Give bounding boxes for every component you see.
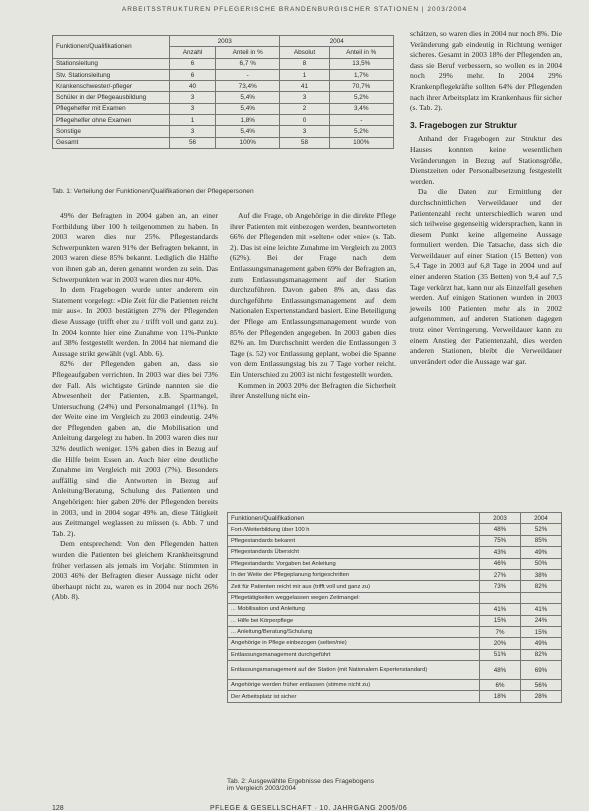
table-cell: 85%: [521, 535, 562, 546]
table-cell: 6: [170, 69, 216, 80]
table1-year1: 2003: [170, 36, 280, 47]
row-label: Stv. Stationsleitung: [53, 69, 170, 80]
table-cell: [480, 592, 521, 603]
table-row: [228, 569, 562, 580]
table-functions: [52, 35, 394, 149]
table-row: [228, 661, 562, 680]
table-cell: 15%: [480, 615, 521, 626]
paragraph: In dem Fragebogen wurde unter anderem ein Statement vorgelegt: »Die Zeit für die Patienten reicht mir aus«. In 2003 bestätigten 27% der Pflegenden diese Aussage (trifft eher zu / trifft voll und ganz zu). In 2004 konnte hier eine Zunahme von 11%-Punkte auf 38% festgestellt werden. In 2004 hat niemand die Aussage strikt gewählt (vgl. Abb. 6).: [52, 285, 218, 358]
table-cell: 1,7%: [329, 69, 393, 80]
table-cell: 38%: [521, 569, 562, 580]
table2-year2: 2004: [521, 513, 562, 524]
table-cell: 56%: [521, 680, 562, 691]
row-label: Pflegestandards Übersicht: [228, 547, 480, 558]
table-cell: 52%: [521, 524, 562, 535]
table-cell: 69%: [521, 661, 562, 680]
row-label: ... Mobilisation und Anleitung: [228, 604, 480, 615]
paragraph: Anhand der Fragebogen zur Struktur des Hauses konnten keine wesentlichen Veränderungen in Bezug auf Stationsgröße, Dienstzeiten oder Personalbesetzung festgestellt werden.: [410, 134, 562, 186]
section-heading: 3. Fragebogen zur Struktur: [410, 119, 518, 130]
table-cell: 58: [280, 137, 329, 148]
row-label: Pflegetätigkeiten weggelassen wegen Zeitmangel:: [228, 592, 480, 603]
table-results: [227, 512, 562, 703]
table-cell: 5,4%: [215, 126, 279, 137]
row-label: Pflegestandards bekannt: [228, 535, 480, 546]
table-row: [228, 581, 562, 592]
paragraph: Da die Daten zur Ermittlung der durchschnittlichen Verweildauer und der Patientenzahl recht unterschiedlich waren und sich teilweise gegenseitig widersprachen, kann in diesem Punkt keine allgemeine Aussage formuliert werden. Die Tatsache, dass sich die Verweildauer auf einer Station (15 Betten) von 5,4 Tage in 2003 auf 6,8 Tage in 2004 und auf einer anderen Station (35 Betten) von 9,4 auf 7,5 Tage verkürzt hat, kann nur als Einzelfall gesehen werden. Auf einigen Stationen wurden in 2003 jeweils 100 Patienten mehr als in 2002 aufgenommen, auf anderen Stationen dagegen trotz einer Verringerung. Verweildauer kann zu einem Anstieg der Patientenzahl, dies werden anderen Stationen, bleibt die Verweildauer unverändert oder die Aussage war gar.: [410, 187, 562, 366]
table1-col-label: Funktionen/Qualifikationen: [53, 36, 170, 59]
row-label: Angehörige werden früher entlassen (stimme nicht zu): [228, 680, 480, 691]
table-row: [228, 535, 562, 546]
table-row: [228, 615, 562, 626]
paragraph: Auf die Frage, ob Angehörige in die direkte Pflege ihrer Patienten mit einbezogen werden, beantworteten 66% der Pflegenden mit »selten« oder »nie« (s. Tab. 2). Das ist eine leichte Zunahme im Vergleich zu 2003 (62%). Bei der Frage nach dem Entlassungsmanagement gaben 69% der Befragten an, zum Entlassungsmanagement auf der Station durchzuführen. Davon gaben 8% an, dass das durchgeführte Entlassungsmanagement auf dem Nationalen Expertenstandard basiert. Eine Beteiligung der Pflege am Entlassungsmanagement wurde von 85% der Pflegenden angegeben. In 2003 gaben dies 82% an. Im Durchschnitt werden die Entlassungen 3 Tage (s. 52) vor Entlassung geplant, wobei die Spanne von dem Entlassungstag bis zu 7 Tage vorher reicht. Ein Unterschied zu 2003 ist nicht festgestellt worden.: [230, 211, 396, 379]
table1-year2: 2004: [280, 36, 394, 47]
table-cell: 3: [280, 126, 329, 137]
row-label: Stationsleitung: [53, 58, 170, 69]
table-cell: 5,4%: [215, 92, 279, 103]
table-cell: 56: [170, 137, 216, 148]
table1-sub: Anteil in %: [215, 47, 279, 58]
table-cell: 7%: [480, 626, 521, 637]
table-cell: 100%: [329, 137, 393, 148]
table-row: [228, 626, 562, 637]
journal-name: PFLEGE & GESELLSCHAFT · 10. JAHRGANG 2005/06: [210, 805, 408, 811]
row-label: Krankenschwester/-pfleger: [53, 81, 170, 92]
table-cell: 49%: [521, 638, 562, 649]
table-cell: [521, 592, 562, 603]
table2-caption: [227, 778, 374, 792]
row-label: ... Anleitung/Beratung/Schulung: [228, 626, 480, 637]
page-number: 128: [52, 805, 64, 811]
table-cell: 41%: [521, 604, 562, 615]
row-label: Gesamt: [53, 137, 170, 148]
table-cell: 50%: [521, 558, 562, 569]
table-cell: 82%: [521, 581, 562, 592]
table2-year1: 2003: [480, 513, 521, 524]
table-cell: 28%: [521, 691, 562, 702]
table-cell: 18%: [480, 691, 521, 702]
table-cell: 48%: [480, 661, 521, 680]
table-cell: 75%: [480, 535, 521, 546]
table-cell: 0: [280, 115, 329, 126]
table-row: [53, 126, 394, 137]
table-row: [53, 137, 394, 148]
table1-sub: Absolut: [280, 47, 329, 58]
table-cell: 41: [280, 81, 329, 92]
table-cell: 5,2%: [329, 92, 393, 103]
table-cell: 15%: [521, 626, 562, 637]
table-cell: 6%: [480, 680, 521, 691]
table-row: [53, 58, 394, 69]
row-label: Pflegestandards: Vorgaben bei Anleitung: [228, 558, 480, 569]
table-cell: 49%: [521, 547, 562, 558]
table2-caption-line: Tab. 2: Ausgewählte Ergebnisse des Fragebogens: [227, 778, 374, 785]
row-label: Der Arbeitsplatz ist sicher: [228, 691, 480, 702]
table-cell: 24%: [521, 615, 562, 626]
table-cell: 3: [170, 103, 216, 114]
table-cell: 1: [170, 115, 216, 126]
row-label: Entlassungsmanagement durchgeführt: [228, 649, 480, 660]
table1-sub: Anteil in %: [329, 47, 393, 58]
table-cell: 51%: [480, 649, 521, 660]
row-label: Zeit für Patienten reicht mir aus (trifft voll und ganz zu): [228, 581, 480, 592]
paragraph: 82% der Pflegenden gaben an, dass sie Pflegeaufgaben verrichten. In 2003 war dies bei 73% der Fall. Als wichtigste Gründe nannten sie die Abwesenheit der Patienten, z.B. Sparmangel, Untersuchung (24%) und Personalmangel (11%). In der Weite eine im Vergleich zu 2003 eindeutig. 24% der Pflegenden gaben an, die Mobilisation und Anleitung dargelegt zu haben. In 2003 waren dies nur 32% deutlich weniger. 15% gaben dies in Bezug auf die Hilfe beim Essen an. Auch hier eine deutliche Zunahme im Vergleich mit 2003 (7%). Besonders auffällig sind die Antworten in Bezug auf Anleitung/Beratung, Schulung des Patienten und Angehörigen: hier gaben 20% der Pflegenden bereits in 2003, und in 2004 sogar 49% an, diese Tätigkeit aus Zeitmangel weglassen zu müssen (s. Abb. 7 und Tab. 2).: [52, 359, 218, 538]
table-row: [228, 691, 562, 702]
table-row: [228, 638, 562, 649]
paragraph: schätzen, so waren dies in 2004 nur noch 8%. Die Veränderung gab eindeutig in Richtung weniger sicheres. Gesamt in 2003 18% der Pflegenden an, dass sie Beruf verbessern, so wollen es in 2004 noch 29% mehr. In 2004 29% Krankenpflegekräfte sollten 64% der Pflegenden nach ihrer Arbeitsplatz im Krankenhaus für sicher (s. Tab. 2).: [410, 29, 562, 113]
table-row: [228, 558, 562, 569]
table-cell: 3: [170, 126, 216, 137]
paragraph: 49% der Befragten in 2004 gaben an, an einer Fortbildung über 100 h teilgenommen zu haben. In 2003 waren dies nur 25%. Pflegestandards Schwerpunkten waren 91% der Befragten bekannt, in 2003 waren diese 85% bekannt. Lediglich die Hälfte von ihnen gab an, deren genannt worden zu sein. Das Schwerpunkten war in 2003 waren dies nur 40%.: [52, 211, 218, 284]
table-cell: 1,8%: [215, 115, 279, 126]
table-cell: 73%: [480, 581, 521, 592]
table-cell: 2: [280, 103, 329, 114]
table-cell: 46%: [480, 558, 521, 569]
row-label: Sonstige: [53, 126, 170, 137]
table-cell: 82%: [521, 649, 562, 660]
table2-caption-line: im Vergleich 2003/2004: [227, 785, 296, 792]
row-label: Fort-/Weiterbildung über 100 h: [228, 524, 480, 535]
table-row: [228, 604, 562, 615]
row-label: Pflegehelfer ohne Examen: [53, 115, 170, 126]
row-label: In der Weite der Pflegeplanung fortgeschritten: [228, 569, 480, 580]
table-cell: 41%: [480, 604, 521, 615]
table-cell: 13,5%: [329, 58, 393, 69]
paragraph: Dem entsprechend: Von den Pflegenden hatten wurden die Patienten bei gleichem Krankheitsgrund früher verlassen als jemals im Vorjahr. Stimmten in 2003 46% der Befragten dieser Aussage nicht oder überhaupt nicht zu, waren es in 2004 nur noch 26% (Abb. 8).: [52, 539, 218, 602]
row-label: Pflegehelfer mit Examen: [53, 103, 170, 114]
table-cell: 40: [170, 81, 216, 92]
table-row: [228, 547, 562, 558]
table-cell: 70,7%: [329, 81, 393, 92]
table-cell: 48%: [480, 524, 521, 535]
table-cell: 6,7 %: [215, 58, 279, 69]
table-row: [228, 680, 562, 691]
table-cell: 27%: [480, 569, 521, 580]
table-row: [53, 103, 394, 114]
text-column-2: [230, 211, 396, 402]
row-label: Angehörige in Pflege einbezogen (selten/nie): [228, 638, 480, 649]
table-cell: -: [215, 69, 279, 80]
table-cell: -: [329, 115, 393, 126]
text-column-3: [410, 29, 562, 367]
table-cell: 1: [280, 69, 329, 80]
row-label: Entlassungsmanagement auf der Station (mit Nationalem Expertenstandard): [228, 661, 480, 680]
table-row: [228, 592, 562, 603]
row-label: ... Hilfe bei Körperpflege: [228, 615, 480, 626]
paragraph: Kommen in 2003 20% der Befragten die Sicherheit ihrer Anstellung nicht ein-: [230, 380, 396, 401]
table-row: [228, 524, 562, 535]
table-cell: 73,4%: [215, 81, 279, 92]
table-cell: 3: [280, 92, 329, 103]
table-row: [53, 92, 394, 103]
table-cell: 3: [170, 92, 216, 103]
text-column-1: [52, 211, 218, 603]
table-cell: 8: [280, 58, 329, 69]
table-row: [228, 649, 562, 660]
table-row: [53, 81, 394, 92]
table-cell: 3,4%: [329, 103, 393, 114]
table-cell: 100%: [215, 137, 279, 148]
table-cell: 5,2%: [329, 126, 393, 137]
running-header: ARBEITSSTRUKTUREN PFLEGERISCHE BRANDENBURGISCHER STATIONEN | 2003/2004: [121, 6, 468, 13]
table-cell: 5,4%: [215, 103, 279, 114]
table1-sub: Anzahl: [170, 47, 216, 58]
table-row: [53, 115, 394, 126]
row-label: Schüler in der Pflegeausbildung: [53, 92, 170, 103]
table2-col-label: Funktionen/Qualifikationen: [228, 513, 480, 524]
table-row: [53, 69, 394, 80]
table-cell: 6: [170, 58, 216, 69]
table-cell: 20%: [480, 638, 521, 649]
table1-caption: Tab. 1: Verteilung der Funktionen/Qualifikationen der Pflegepersonen: [52, 188, 254, 195]
table-cell: 43%: [480, 547, 521, 558]
